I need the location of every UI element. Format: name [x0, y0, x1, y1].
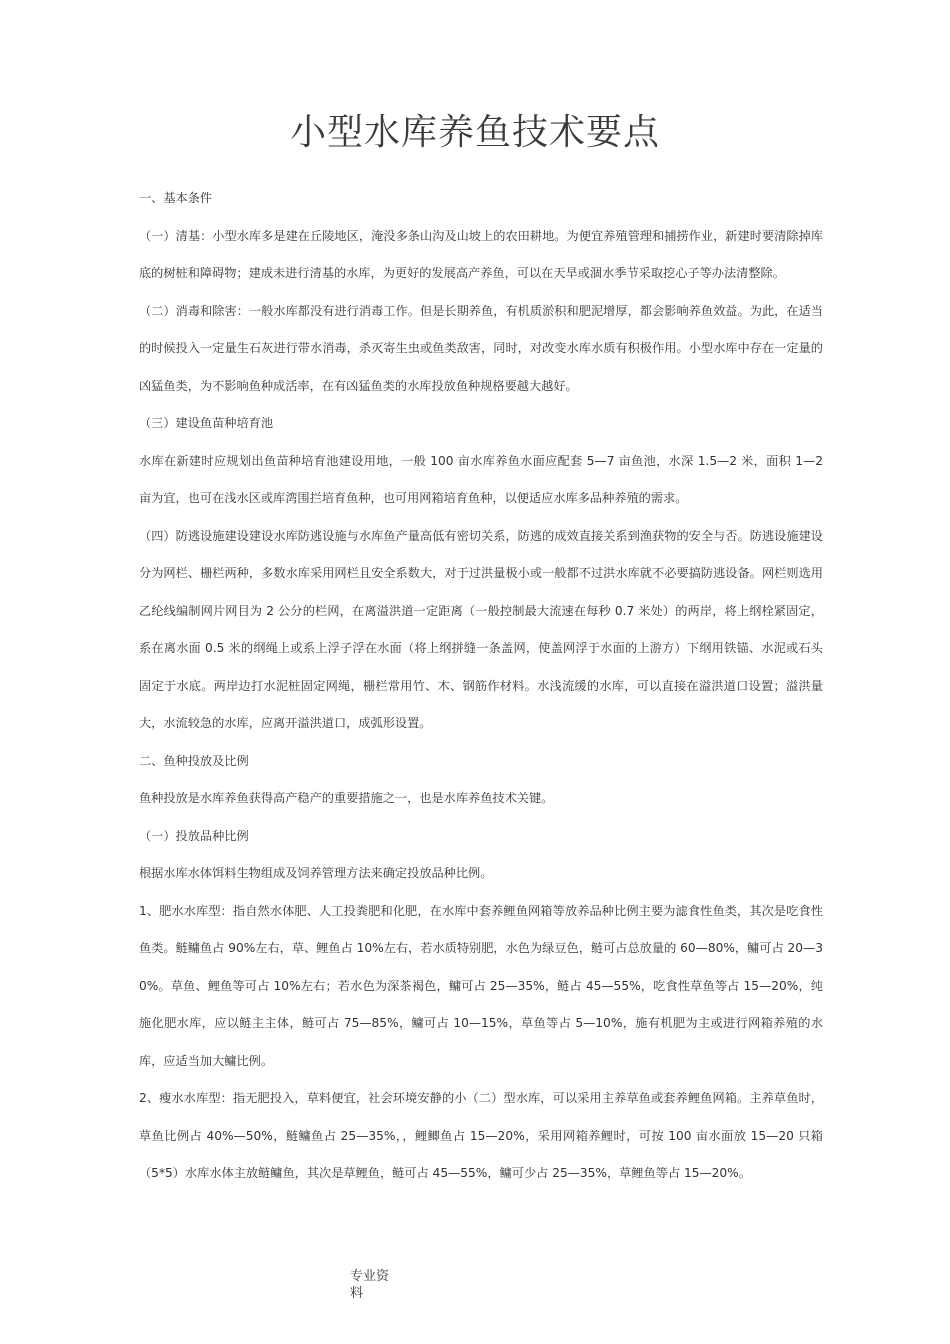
- document-body: [139, 180, 823, 1193]
- paragraph: 鱼种投放是水库养鱼获得高产稳产的重要措施之一，也是水库养鱼技术关键。: [139, 791, 554, 805]
- paragraph: （一）清基：小型水库多是建在丘陵地区，淹没多条山沟及山坡上的农田耕地。为便宜养殖管理和捕捞作业，新建时要清除掉库底的树桩和障碍物；建成未进行清基的水库，为更好的发展高产养鱼，可以在天旱或涸水季节采取挖心子等办法清整除。: [139, 228, 823, 280]
- paragraph: （二）消毒和除害：一般水库都没有进行消毒工作。但是长期养鱼，有机质淤积和肥泥增厚，都会影响养鱼效益。为此，在适当的时候投入一定量生石灰进行带水消毒，杀灭寄生虫或鱼类敌害，同时，对改变水库水质有积极作用。小型水库中存在一定量的凶猛鱼类，为不影响鱼种成活率，在有凶猛鱼类的水库投放鱼种规格要越大越好。: [139, 303, 823, 393]
- subsection-heading: （一）投放品种比例: [139, 828, 249, 843]
- page-footer: 专业资料: [350, 1269, 390, 1301]
- paragraph: （四）防逃设施建设建设水库防逃设施与水库鱼产量高低有密切关系，防逃的成效直接关系到渔获物的安全与否。防逃设施建设分为网栏、栅栏两种，多数水库采用网栏且安全系数大，对于过洪量极小或一般都不过洪水库就不必要搞防逃设备。网栏则选用乙纶线编制网片网目为 2 公分的栏网，在离溢洪道一定距离（一般控制最大流速在每秒 0.7 米处）的两岸，将上纲栓紧固定，系在离水面 0.5 米的纲绳上或系上浮子浮在水面（将上纲拼缝一条盖网，使盖网浮于水面的上游方）下纲用铁锚、水泥或石头固定于水底。两岸边打水泥桩固定网绳，栅栏常用竹、木、钢筋作材料。水浅流缓的水库，可以直接在溢洪道口设置；溢洪量大，水流较急的水库，应离开溢洪道口，成弧形设置。: [139, 528, 823, 730]
- paragraph: 2、瘦水水库型：指无肥投入，草料便宜，社会环境安静的小（二）型水库，可以采用主养草鱼或套养鲤鱼网箱。主养草鱼时，草鱼比例占 40%—50%，鲢鳙鱼占 25—35%，，鲤鲫鱼占 15—20%，采用网箱养鲤时，可按 100 亩水面放 15—20 只箱（5*5）水库水体主放鲢鳙鱼，其次是草鲤鱼，鲢可占 45—55%，鳙可少占 25—35%，草鲤鱼等占 15—20%。: [139, 1091, 823, 1180]
- document-title: 小型水库养鱼技术要点: [289, 112, 660, 153]
- paragraph: 1、肥水水库型：指自然水体肥、人工投粪肥和化肥，在水库中套养鲤鱼网箱等放养品种比例主要为滤食性鱼类，其次是吃食性鱼类。鲢鳙鱼占 90%左右，草、鲤鱼占 10%左右，若水质特别肥，水色为绿豆色，鲢可占总放量的 60—80%，鳙可占 20—30%。草鱼、鲤鱼等可占 10%左右；若水色为深茶褐色，鳙可占 25—35%，鲢占 45—55%，吃食性草鱼等占 15—20%，纯施化肥水库，应以鲢主主体，鲢可占 75—85%，鳙可占 10—15%，草鱼等占 5—10%，施有机肥为主或进行网箱养殖的水库，应适当加大鳙比例。: [139, 903, 823, 1068]
- paragraph: 根据水库水体饵料生物组成及饲养管理方法来确定投放品种比例。: [139, 866, 493, 880]
- subsection-heading: （三）建设鱼苗种培育池: [139, 416, 274, 430]
- section-heading: 二、鱼种投放及比例: [139, 753, 249, 768]
- section-heading: 一、基本条件: [139, 191, 213, 205]
- paragraph: 水库在新建时应规划出鱼苗种培育池建设用地，一般 100 亩水库养鱼水面应配套 5—7 亩鱼池，水深 1.5—2 米，面积 1—2 亩为宜，也可在浅水区或库湾围拦培育鱼种，也可用网箱培育鱼种，以便适应水库多品种养殖的需求。: [139, 453, 823, 505]
